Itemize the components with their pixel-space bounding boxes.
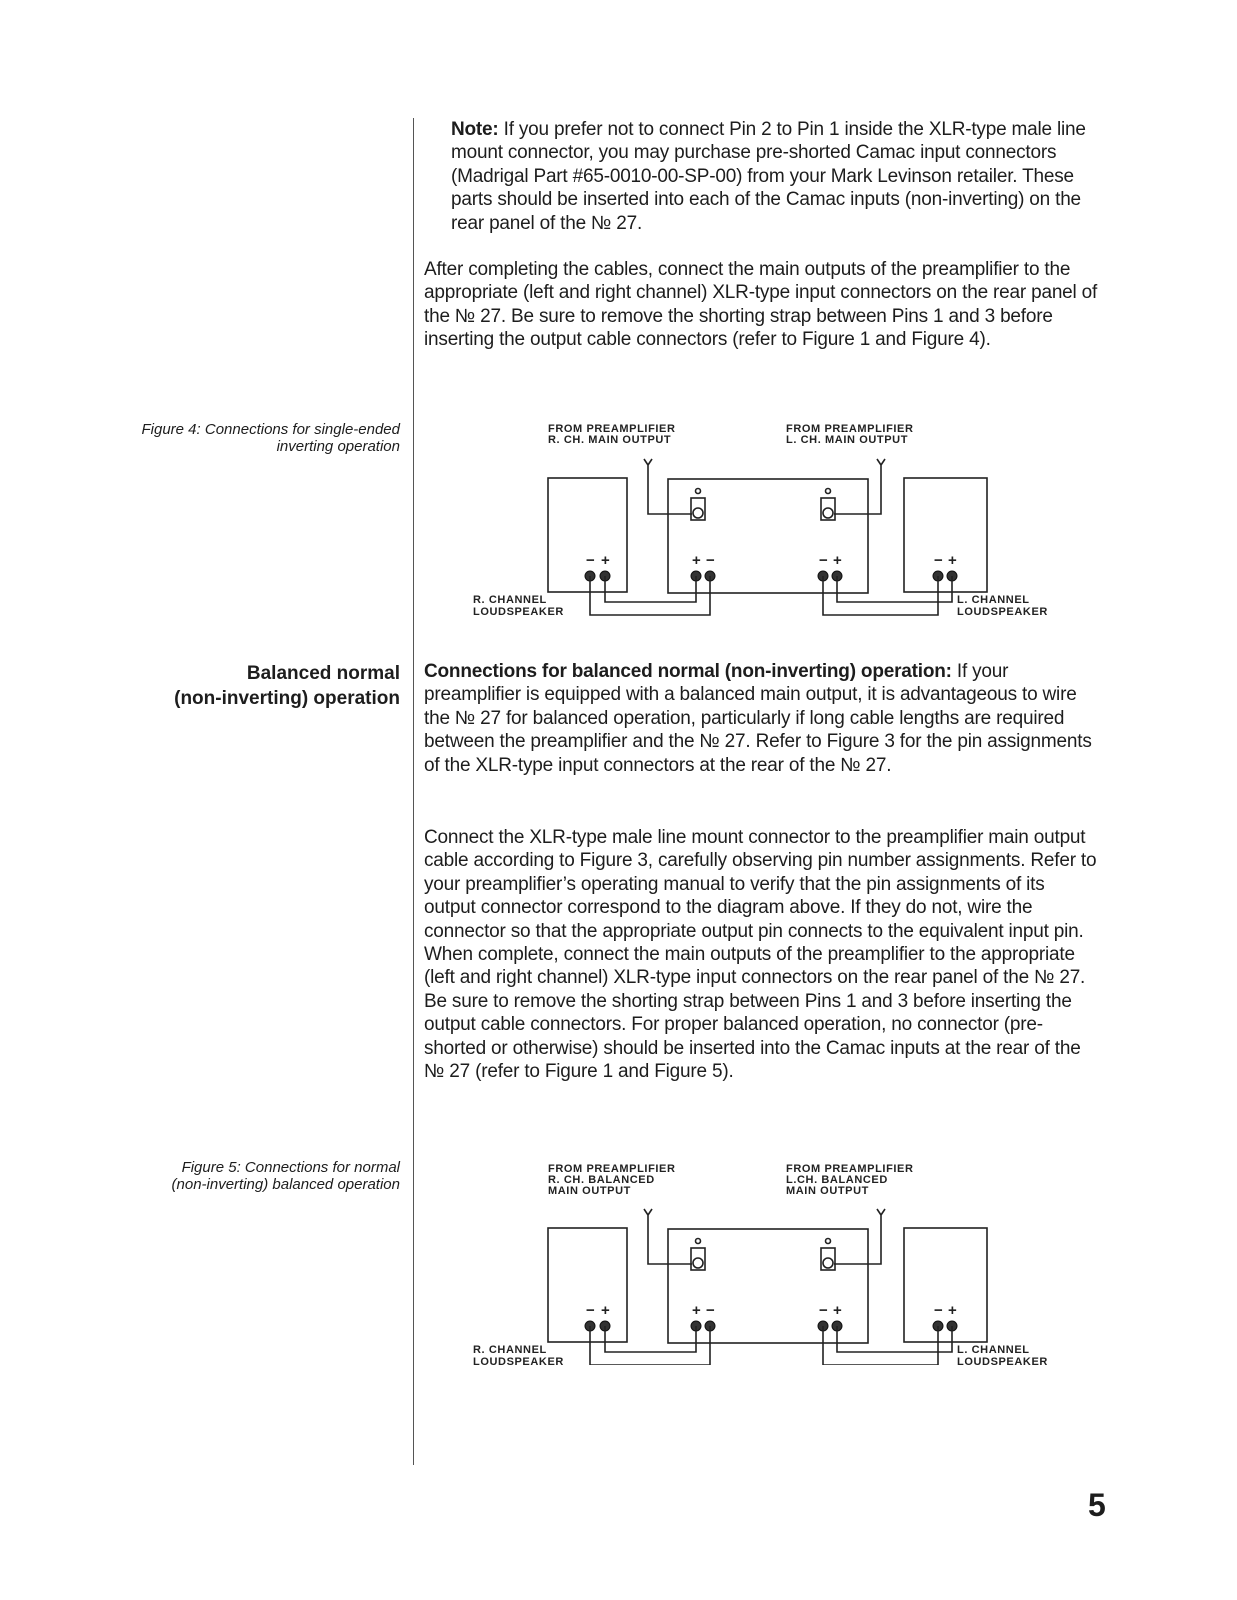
speaker-label-left-channel: LOUDSPEAKER — [957, 606, 1048, 618]
heading-line-1: Balanced normal — [246, 663, 400, 684]
source-label-left-channel: FROM PREAMPLIFIER — [786, 423, 914, 435]
speaker-wire-right-negative — [590, 576, 710, 615]
speaker-label-left-channel: LOUDSPEAKER — [957, 1356, 1048, 1365]
left-loudspeaker-box — [904, 478, 987, 592]
input-wire-right — [648, 467, 692, 514]
source-label-left-channel: FROM PREAMPLIFIER — [786, 1163, 914, 1175]
minus-sign: − — [586, 1302, 596, 1319]
xlr-socket-icon — [823, 1258, 833, 1268]
source-label-right-channel: FROM PREAMPLIFIER — [548, 423, 676, 435]
speaker-label-right-channel: R. CHANNEL — [473, 594, 547, 606]
source-label-right-channel: R. CH. MAIN OUTPUT — [548, 434, 672, 446]
input-plug-icon — [877, 459, 885, 467]
xlr-input-connector — [691, 498, 705, 520]
source-label-right-channel: FROM PREAMPLIFIER — [548, 1163, 676, 1175]
plus-sign: + — [692, 552, 702, 569]
xlr-socket-icon — [693, 508, 703, 518]
speaker-wire-right-positive — [605, 576, 696, 602]
source-label-right-channel: MAIN OUTPUT — [548, 1185, 631, 1197]
minus-sign: − — [706, 1302, 716, 1319]
source-label-right-channel: R. CH. BALANCED — [548, 1174, 655, 1186]
input-plug-icon — [644, 459, 652, 467]
camac-input-icon — [826, 489, 831, 494]
speaker-label-left-channel: L. CHANNEL — [957, 1344, 1030, 1356]
input-wire-left — [834, 1217, 881, 1264]
speaker-label-left-channel: L. CHANNEL — [957, 594, 1030, 606]
column-divider — [413, 118, 414, 1465]
speaker-label-right-channel: LOUDSPEAKER — [473, 606, 564, 618]
minus-sign: − — [819, 552, 829, 569]
plus-sign: + — [833, 1302, 843, 1319]
input-wire-left — [834, 467, 881, 514]
note-text: If you prefer not to connect Pin 2 to Pin 1 inside the XLR-type male line mount connector, you may purchase pre-shorted Camac input connectors (Madrigal Part #65-0010-00-SP-00) from your Mark Levinson retailer. These parts should be inserted into each of the Camac inputs (non-inverting) on the rear panel of the № 27. — [451, 119, 1086, 234]
speaker-label-right-channel: LOUDSPEAKER — [473, 1356, 564, 1365]
figure-4-caption: Figure 4: Connections for single-ended inverting operation — [141, 421, 400, 455]
figure-5-diagram — [460, 1150, 1080, 1365]
balanced-intro-paragraph — [424, 660, 1100, 777]
speaker-wire-right-positive — [605, 1326, 696, 1352]
balanced-intro-text: If your preamplifier is equipped with a balanced main output, it is advantageous to wire the № 27 for balanced operation, particularly if long cable lengths are required between the preamplifier and the № 27. Refer to Figure 3 for the pin assignments of the XLR-type input connectors at the rear of the № 27. — [424, 661, 1092, 776]
balanced-intro-label: Connections for balanced normal (non-inverting) operation: — [424, 661, 952, 682]
paragraph-after-cables: After completing the cables, connect the main outputs of the preamplifier to the appropriate (left and right channel) XLR-type input connectors on the rear panel of the № 27. Be sure to remove the shorting strap between Pins 1 and 3 before inserting the output cable connectors (refer to Figure 1 and Figure 4). — [424, 259, 1098, 351]
speaker-label-right-channel: R. CHANNEL — [473, 1344, 547, 1356]
source-label-left-channel: L. CH. MAIN OUTPUT — [786, 434, 909, 446]
xlr-input-connector — [821, 1248, 835, 1270]
camac-input-icon — [826, 1239, 831, 1244]
xlr-socket-icon — [823, 508, 833, 518]
xlr-input-connector — [691, 1248, 705, 1270]
figure-5-caption: Figure 5: Connections for normal (non-inverting) balanced operation — [171, 1159, 400, 1193]
heading-line-2: (non-inverting) operation — [174, 688, 400, 709]
balanced-connect-paragraph: Connect the XLR-type male line mount connector to the preamplifier main output cable according to Figure 3, carefully observing pin number assignments. Refer to your preamplifier’s operating manual to verify that the pin assignments of its output connector correspond to the diagram above. If they do not, wire the connector so that the appropriate output pin connects to the equivalent input pin. When complete, connect the main outputs of the preamplifier to the appropriate (left and right channel) XLR-type input connectors on the rear panel of the № 27. Be sure to remove the shorting strap between Pins 1 and 3 before inserting the output cable connectors. For proper balanced operation, no connector (pre-shorted or otherwise) should be inserted into the Camac inputs at the rear of the № 27 (refer to Figure 1 and Figure 5). — [424, 827, 1097, 1083]
input-plug-icon — [644, 1209, 652, 1217]
minus-sign: − — [706, 552, 716, 569]
note-label: Note: — [451, 119, 499, 140]
plus-sign: + — [692, 1302, 702, 1319]
minus-sign: − — [934, 552, 944, 569]
minus-sign: − — [586, 552, 596, 569]
minus-sign: − — [819, 1302, 829, 1319]
speaker-wire-right-negative — [590, 1326, 710, 1365]
speaker-wire-left-negative — [823, 576, 938, 615]
input-plug-icon — [877, 1209, 885, 1217]
plus-sign: + — [833, 552, 843, 569]
page-number: 5 — [1088, 1487, 1106, 1523]
minus-sign: − — [934, 1302, 944, 1319]
input-wire-right — [648, 1217, 692, 1264]
plus-sign: + — [601, 552, 611, 569]
camac-input-icon — [696, 1239, 701, 1244]
figure-4-diagram — [460, 410, 1080, 620]
balanced-section-heading — [120, 661, 400, 711]
source-label-left-channel: L.CH. BALANCED — [786, 1174, 888, 1186]
note-paragraph — [451, 118, 1101, 235]
plus-sign: + — [601, 1302, 611, 1319]
plus-sign: + — [948, 552, 958, 569]
xlr-socket-icon — [693, 1258, 703, 1268]
xlr-input-connector — [821, 498, 835, 520]
left-loudspeaker-box — [904, 1228, 987, 1342]
plus-sign: + — [948, 1302, 958, 1319]
source-label-left-channel: MAIN OUTPUT — [786, 1185, 869, 1197]
camac-input-icon — [696, 489, 701, 494]
speaker-wire-left-negative — [823, 1326, 938, 1365]
